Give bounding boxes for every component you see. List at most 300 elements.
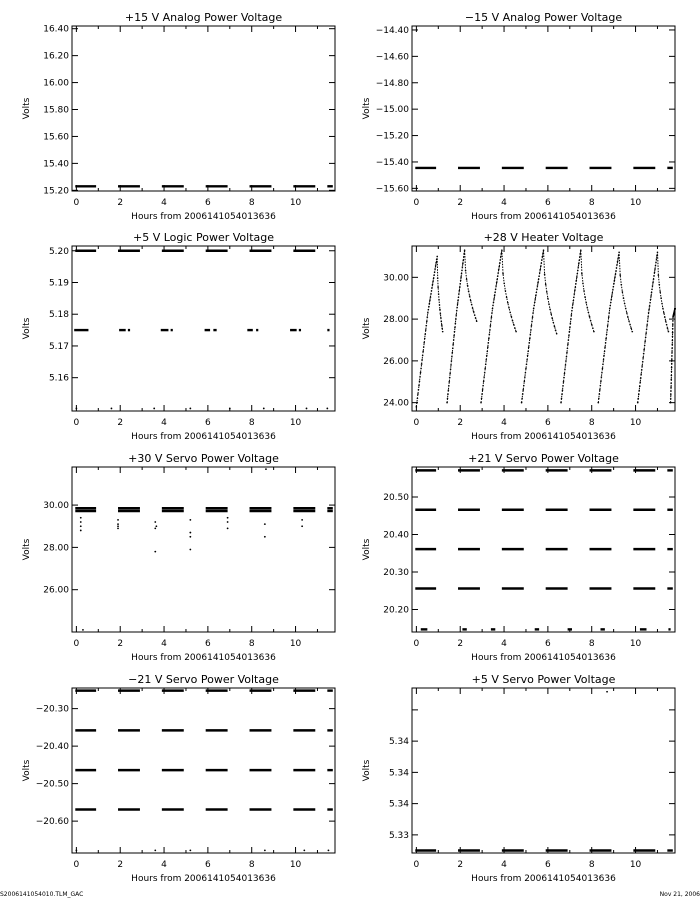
- data-point: [525, 368, 527, 370]
- x-tick-label: 0: [413, 639, 420, 649]
- x-tick-label: 0: [73, 198, 80, 208]
- x-tick-label: 6: [545, 639, 551, 649]
- x-axis-label: Hours from 2006141054013636: [471, 432, 616, 442]
- chart-title: +28 V Heater Voltage: [483, 231, 604, 244]
- y-tick-label: −15.40: [375, 157, 409, 168]
- data-point: [434, 271, 436, 273]
- data-point: [601, 376, 603, 378]
- data-point: [189, 408, 191, 410]
- data-point: [619, 274, 621, 276]
- data-point: [492, 305, 494, 307]
- data-point: [154, 521, 156, 523]
- data-point: [540, 266, 542, 268]
- data-point: [607, 325, 609, 327]
- data-point: [566, 352, 568, 354]
- x-tick-label: 2: [117, 860, 124, 870]
- y-axis-label: Volts: [362, 97, 372, 120]
- data-point: [461, 270, 463, 272]
- data-point: [542, 256, 544, 258]
- data-point: [481, 398, 483, 400]
- data-point: [590, 320, 592, 322]
- data-point: [671, 355, 673, 357]
- data-point: [306, 408, 308, 410]
- data-point: [570, 318, 572, 320]
- x-tick-label: 4: [501, 198, 507, 208]
- data-point: [574, 293, 576, 295]
- x-tick-label: 0: [413, 860, 420, 870]
- data-point: [455, 322, 457, 324]
- data-point: [423, 342, 425, 344]
- x-tick-label: 6: [545, 198, 551, 208]
- data-point: [674, 308, 676, 310]
- data-point: [537, 282, 539, 284]
- data-point: [505, 290, 507, 292]
- data-point: [656, 255, 658, 257]
- data-point: [604, 351, 606, 353]
- x-tick-label: 4: [501, 639, 507, 649]
- chart-panel-4: [362, 231, 676, 442]
- data-point: [585, 302, 587, 304]
- data-point: [486, 351, 488, 353]
- x-tick-label: 8: [588, 418, 595, 428]
- chart-title: +15 V Analog Power Voltage: [124, 11, 283, 24]
- y-tick-label: 15.80: [43, 105, 69, 116]
- data-point: [600, 385, 602, 387]
- data-point: [425, 325, 427, 327]
- data-point: [587, 307, 589, 309]
- data-point: [454, 327, 456, 329]
- x-tick-label: 6: [205, 198, 211, 208]
- data-point: [436, 259, 438, 261]
- data-point: [189, 532, 191, 534]
- plot-frame: [412, 688, 675, 853]
- data-point: [670, 394, 672, 396]
- y-tick-label: 5.34: [388, 768, 409, 779]
- data-point: [495, 288, 497, 290]
- data-point: [613, 283, 615, 285]
- data-point: [80, 530, 82, 532]
- plot-frame: [412, 26, 675, 191]
- data-point: [611, 295, 613, 297]
- data-point: [563, 377, 565, 379]
- y-tick-label: 5.18: [48, 310, 69, 321]
- data-point: [426, 321, 428, 323]
- data-point: [671, 347, 673, 349]
- data-point: [570, 322, 572, 324]
- data-point: [531, 325, 533, 327]
- data-point: [556, 333, 558, 335]
- y-tick-label: 20.30: [383, 568, 409, 578]
- data-point: [628, 320, 630, 322]
- chart-panel-2: [362, 11, 675, 222]
- data-point: [654, 272, 656, 274]
- x-tick-label: 6: [205, 639, 211, 649]
- data-point: [533, 308, 535, 310]
- data-point: [155, 525, 157, 527]
- data-point: [671, 375, 673, 377]
- data-point: [598, 398, 600, 400]
- data-point: [533, 305, 535, 307]
- data-point: [627, 316, 629, 318]
- data-point: [451, 356, 453, 358]
- data-point: [612, 289, 614, 291]
- data-point: [448, 389, 450, 391]
- data-point: [538, 279, 540, 281]
- data-point: [229, 408, 231, 410]
- data-point: [537, 285, 539, 287]
- data-point: [641, 369, 643, 371]
- y-tick-label: 28.00: [383, 315, 409, 326]
- data-point: [561, 398, 563, 400]
- chart-panel-1: [22, 11, 335, 222]
- y-tick-label: 26.00: [383, 356, 409, 367]
- x-axis-label: Hours from 2006141054013636: [131, 212, 276, 222]
- data-point: [591, 324, 593, 326]
- data-point: [485, 359, 487, 361]
- data-point: [440, 317, 442, 319]
- data-point: [264, 849, 266, 851]
- data-point: [418, 385, 420, 387]
- data-point: [522, 389, 524, 391]
- data-point: [467, 285, 469, 287]
- data-point: [609, 305, 611, 307]
- y-tick-label: 15.60: [43, 132, 69, 143]
- x-tick-label: 10: [629, 639, 642, 649]
- data-point: [522, 393, 524, 395]
- data-point: [555, 329, 557, 331]
- y-axis-label: Volts: [362, 317, 372, 340]
- x-tick-label: 0: [413, 418, 420, 428]
- data-point: [637, 398, 639, 400]
- data-point: [568, 335, 570, 337]
- data-point: [532, 316, 534, 318]
- data-point: [660, 297, 662, 299]
- data-point: [441, 328, 443, 330]
- data-point: [482, 385, 484, 387]
- data-point: [80, 517, 82, 519]
- data-point: [264, 536, 266, 538]
- data-point: [438, 293, 440, 295]
- x-tick-label: 6: [205, 860, 211, 870]
- y-tick-label: −20.50: [35, 779, 69, 790]
- x-axis-label: Hours from 2006141054013636: [471, 212, 616, 222]
- data-point: [463, 253, 465, 255]
- data-point: [604, 346, 606, 348]
- data-point: [607, 321, 609, 323]
- data-point: [671, 343, 673, 345]
- data-point: [610, 302, 612, 304]
- data-point: [529, 338, 531, 340]
- data-point: [601, 372, 603, 374]
- y-tick-label: −15.20: [375, 131, 409, 142]
- data-point: [583, 290, 585, 292]
- y-tick-label: −20.40: [35, 742, 69, 753]
- data-point: [639, 386, 641, 388]
- data-point: [545, 283, 547, 285]
- data-point: [429, 303, 431, 305]
- data-point: [650, 295, 652, 297]
- data-point: [448, 381, 450, 383]
- chart-panel-5: [22, 452, 335, 663]
- data-point: [578, 263, 580, 265]
- y-tick-label: 20.20: [383, 605, 409, 616]
- data-point: [638, 394, 640, 396]
- data-point: [446, 402, 448, 404]
- x-axis-label: Hours from 2006141054013636: [131, 653, 276, 663]
- data-point: [493, 298, 495, 300]
- data-point: [639, 381, 641, 383]
- data-point: [447, 393, 449, 395]
- data-point: [427, 312, 429, 314]
- data-point: [484, 372, 486, 374]
- data-point: [581, 273, 583, 275]
- data-point: [507, 302, 509, 304]
- data-point: [326, 408, 328, 410]
- data-point: [642, 357, 644, 359]
- data-point: [423, 346, 425, 348]
- data-point: [672, 324, 674, 326]
- data-point: [440, 313, 442, 315]
- data-point: [616, 264, 618, 266]
- data-point: [496, 279, 498, 281]
- data-point: [550, 313, 552, 315]
- data-point: [603, 359, 605, 361]
- chart-title: −21 V Servo Power Voltage: [128, 673, 279, 686]
- data-point: [562, 385, 564, 387]
- data-point: [602, 363, 604, 365]
- data-point: [569, 327, 571, 329]
- data-point: [652, 285, 654, 287]
- data-point: [650, 299, 652, 301]
- data-point: [602, 368, 604, 370]
- chart-title: +5 V Logic Power Voltage: [133, 231, 274, 244]
- x-tick-label: 8: [588, 860, 595, 870]
- data-point: [657, 251, 659, 253]
- data-point: [670, 402, 672, 404]
- chart-title: +21 V Servo Power Voltage: [468, 452, 619, 465]
- data-point: [452, 348, 454, 350]
- data-point: [428, 309, 430, 311]
- y-axis-label: Volts: [22, 538, 32, 561]
- data-point: [189, 849, 191, 851]
- data-point: [574, 290, 576, 292]
- data-point: [528, 346, 530, 348]
- data-point: [508, 307, 510, 309]
- data-point: [498, 266, 500, 268]
- heater-cycle-line: [416, 256, 442, 406]
- data-point: [417, 397, 419, 399]
- data-point: [154, 527, 156, 529]
- data-point: [425, 329, 427, 331]
- data-point: [301, 525, 303, 527]
- data-point: [671, 351, 673, 353]
- data-point: [670, 386, 672, 388]
- x-tick-label: 10: [629, 860, 642, 870]
- data-point: [483, 376, 485, 378]
- data-point: [497, 275, 499, 277]
- data-point: [592, 327, 594, 329]
- data-point: [535, 295, 537, 297]
- data-point: [655, 262, 657, 264]
- y-axis-label: Volts: [22, 317, 32, 340]
- data-point: [428, 306, 430, 308]
- data-point: [458, 293, 460, 295]
- x-tick-label: 0: [73, 639, 80, 649]
- data-point: [605, 342, 607, 344]
- data-point: [645, 332, 647, 334]
- data-point: [541, 262, 543, 264]
- y-tick-label: 24.00: [383, 398, 409, 409]
- data-point: [75, 408, 77, 410]
- data-point: [580, 249, 582, 251]
- data-point: [532, 312, 534, 314]
- data-point: [661, 303, 663, 305]
- data-point: [663, 312, 665, 314]
- data-point: [499, 259, 501, 261]
- data-point: [464, 249, 466, 251]
- chart-panel-3: [22, 231, 335, 442]
- data-point: [303, 849, 305, 851]
- data-point: [502, 273, 504, 275]
- data-point: [571, 314, 573, 316]
- data-point: [494, 292, 496, 294]
- heater-cycle-line: [638, 252, 669, 402]
- data-point: [463, 256, 465, 258]
- x-tick-label: 8: [248, 198, 255, 208]
- data-point: [482, 389, 484, 391]
- data-point: [485, 363, 487, 365]
- y-tick-label: −20.60: [35, 817, 69, 828]
- data-point: [433, 278, 435, 280]
- data-point: [571, 310, 573, 312]
- data-point: [608, 312, 610, 314]
- data-point: [439, 304, 441, 306]
- data-point: [189, 519, 191, 521]
- data-point: [658, 284, 660, 286]
- y-tick-label: 5.20: [48, 246, 69, 257]
- data-point: [640, 373, 642, 375]
- x-axis-label: Hours from 2006141054013636: [471, 653, 616, 663]
- data-point: [599, 389, 601, 391]
- data-point: [460, 276, 462, 278]
- data-point: [613, 286, 615, 288]
- data-point: [263, 408, 265, 410]
- y-tick-label: −15.00: [375, 105, 409, 116]
- x-tick-label: 10: [629, 418, 642, 428]
- data-point: [514, 327, 516, 329]
- footer-filename: S2006141054010.TLM_GAC: [0, 891, 84, 898]
- data-point: [511, 316, 513, 318]
- data-point: [569, 331, 571, 333]
- data-point: [82, 629, 84, 631]
- data-point: [154, 849, 156, 851]
- data-point: [459, 283, 461, 285]
- data-point: [563, 381, 565, 383]
- y-tick-label: −14.80: [375, 78, 409, 89]
- data-point: [500, 256, 502, 258]
- data-point: [534, 301, 536, 303]
- data-point: [227, 521, 229, 523]
- y-tick-label: 30.00: [383, 273, 409, 284]
- data-point: [672, 340, 674, 342]
- data-point: [432, 284, 434, 286]
- x-tick-label: 10: [289, 198, 302, 208]
- data-point: [672, 328, 674, 330]
- data-point: [654, 268, 656, 270]
- data-point: [447, 398, 449, 400]
- data-point: [449, 373, 451, 375]
- data-point: [458, 296, 460, 298]
- data-point: [666, 324, 668, 326]
- data-point: [622, 291, 624, 293]
- data-point: [573, 296, 575, 298]
- data-point: [603, 355, 605, 357]
- data-point: [630, 327, 632, 329]
- data-point: [659, 291, 661, 293]
- chart-panel-6: [362, 452, 675, 663]
- data-point: [565, 360, 567, 362]
- data-point: [566, 356, 568, 358]
- data-point: [154, 551, 156, 553]
- data-point: [483, 380, 485, 382]
- x-tick-label: 0: [73, 860, 80, 870]
- data-point: [671, 371, 673, 373]
- x-tick-label: 6: [545, 418, 551, 428]
- data-point: [521, 398, 523, 400]
- x-tick-label: 0: [413, 198, 420, 208]
- data-point: [646, 328, 648, 330]
- y-tick-label: 28.00: [43, 543, 69, 554]
- data-point: [609, 308, 611, 310]
- x-axis-label: Hours from 2006141054013636: [131, 432, 276, 442]
- data-point: [538, 275, 540, 277]
- data-point: [670, 390, 672, 392]
- x-tick-label: 8: [248, 860, 255, 870]
- data-point: [459, 286, 461, 288]
- data-point: [430, 296, 432, 298]
- data-point: [546, 291, 548, 293]
- y-tick-label: −20.30: [35, 704, 69, 715]
- y-tick-label: −14.40: [375, 25, 409, 36]
- data-point: [670, 378, 672, 380]
- data-point: [476, 320, 478, 322]
- x-tick-label: 8: [588, 639, 595, 649]
- data-point: [578, 259, 580, 261]
- data-point: [189, 536, 191, 538]
- x-tick-label: 4: [161, 860, 167, 870]
- data-point: [664, 316, 666, 318]
- data-point: [484, 368, 486, 370]
- data-point: [448, 385, 450, 387]
- data-point: [649, 305, 651, 307]
- data-point: [672, 336, 674, 338]
- data-point: [656, 258, 658, 260]
- data-point: [554, 326, 556, 328]
- x-tick-label: 8: [588, 198, 595, 208]
- data-point: [597, 402, 599, 404]
- data-point: [648, 312, 650, 314]
- x-tick-label: 2: [457, 198, 464, 208]
- data-point: [80, 525, 82, 527]
- data-point: [454, 331, 456, 333]
- data-point: [531, 321, 533, 323]
- data-point: [672, 320, 674, 322]
- data-point: [227, 517, 229, 519]
- data-point: [644, 341, 646, 343]
- plot-frame: [412, 246, 675, 411]
- x-tick-label: 2: [457, 860, 464, 870]
- data-point: [572, 303, 574, 305]
